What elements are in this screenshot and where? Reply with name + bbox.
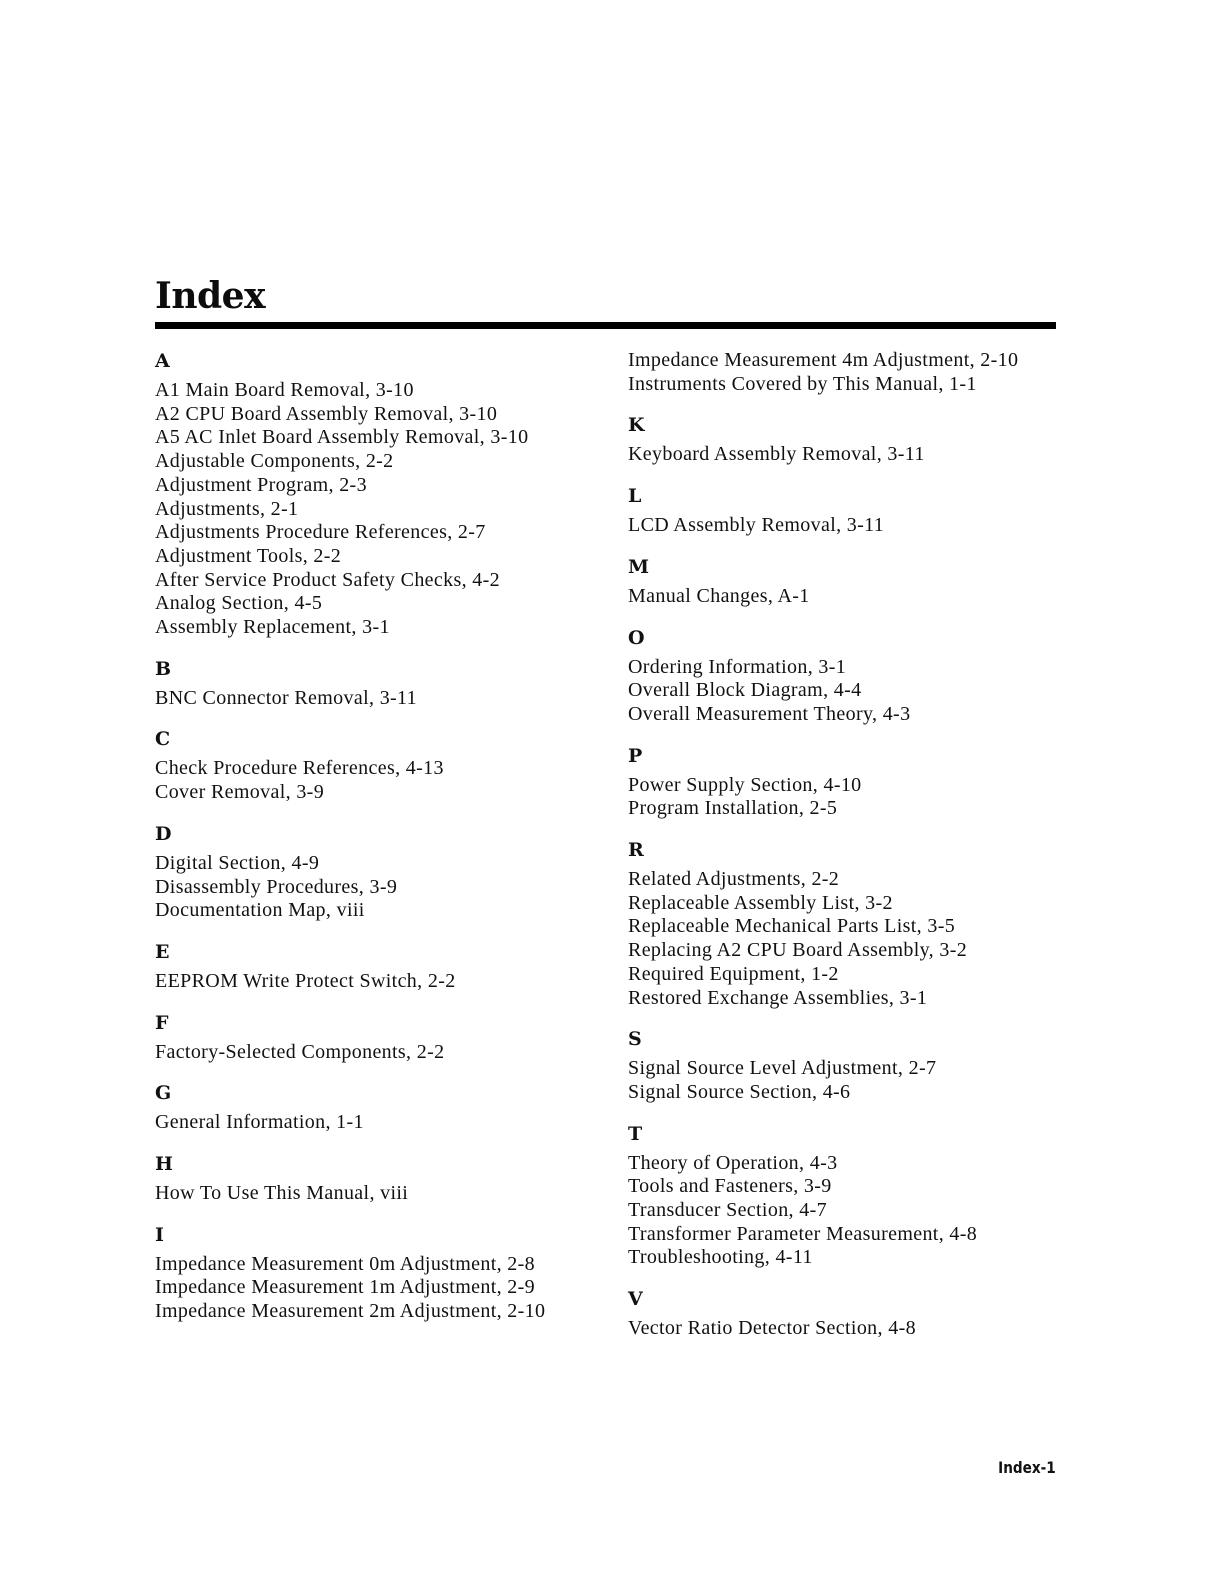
index-group xyxy=(155,349,595,640)
index-entry: Overall Measurement Theory, 4-3 xyxy=(628,702,911,725)
index-entry: Power Supply Section, 4-10 xyxy=(628,773,862,796)
index-letter-heading: A xyxy=(155,350,170,372)
index-group xyxy=(628,744,1056,821)
index-entry: Transformer Parameter Measurement, 4-8 xyxy=(628,1222,978,1245)
index-group xyxy=(628,349,1056,396)
index-letter-heading: R xyxy=(628,839,644,862)
index-letter-heading: M xyxy=(628,555,650,578)
index-entry: Program Installation, 2-5 xyxy=(628,797,838,820)
index-letter-heading: L xyxy=(628,485,642,508)
index-entry: Factory-Selected Components, 2-2 xyxy=(155,1040,445,1063)
index-group xyxy=(155,822,595,923)
index-entry: Impedance Measurement 0m Adjustment, 2-8 xyxy=(155,1252,536,1275)
index-entry: Impedance Measurement 2m Adjustment, 2-10 xyxy=(155,1300,546,1323)
index-entry: Keyboard Assembly Removal, 3-11 xyxy=(628,443,925,466)
index-entry: EEPROM Write Protect Switch, 2-2 xyxy=(155,969,456,992)
index-entry: Ordering Information, 3-1 xyxy=(628,655,847,678)
index-group xyxy=(155,1081,595,1135)
index-entry: Impedance Measurement 4m Adjustment, 2-10 xyxy=(628,349,1019,371)
index-group xyxy=(628,838,1056,1010)
index-entry: Adjustment Tools, 2-2 xyxy=(155,544,342,567)
index-entry: Overall Block Diagram, 4-4 xyxy=(628,679,862,702)
index-entry: Signal Source Level Adjustment, 2-7 xyxy=(628,1057,937,1080)
index-group xyxy=(628,413,1056,467)
index-entry: Replaceable Mechanical Parts List, 3-5 xyxy=(628,915,956,938)
index-entry: Check Procedure References, 4-13 xyxy=(155,757,444,780)
index-group xyxy=(155,940,595,994)
index-entry: General Information, 1-1 xyxy=(155,1111,364,1134)
index-entry: Analog Section, 4-5 xyxy=(155,592,323,615)
index-entry: Replacing A2 CPU Board Assembly, 3-2 xyxy=(628,939,968,962)
index-entry: Adjustments Procedure References, 2-7 xyxy=(155,521,486,544)
page-title: Index xyxy=(155,275,266,317)
index-entry: Cover Removal, 3-9 xyxy=(155,781,325,804)
index-entry: After Service Product Safety Checks, 4-2 xyxy=(155,568,501,591)
index-entry: A5 AC Inlet Board Assembly Removal, 3-10 xyxy=(155,426,529,449)
index-letter-heading: B xyxy=(155,657,172,680)
index-entry: Adjustments, 2-1 xyxy=(155,497,299,520)
index-entry: BNC Connector Removal, 3-11 xyxy=(155,686,418,709)
index-letter-heading: E xyxy=(155,940,170,963)
index-group xyxy=(628,1027,1056,1104)
index-letter-heading: H xyxy=(155,1153,173,1176)
index-letter-heading: I xyxy=(155,1223,164,1246)
index-entry: Signal Source Section, 4-6 xyxy=(628,1080,851,1103)
index-entry: Adjustable Components, 2-2 xyxy=(155,450,394,473)
index-letter-heading: O xyxy=(628,626,645,649)
index-entry: Required Equipment, 1-2 xyxy=(628,962,839,985)
index-group xyxy=(628,626,1056,727)
index-column-left xyxy=(155,349,595,1341)
index-entry: Transducer Section, 4-7 xyxy=(628,1199,827,1222)
index-entry: Restored Exchange Assemblies, 3-1 xyxy=(628,986,928,1009)
index-group xyxy=(628,1287,1056,1341)
index-entry: Troubleshooting, 4-11 xyxy=(628,1246,813,1269)
index-letter-heading: K xyxy=(628,414,645,437)
index-entry: How To Use This Manual, viii xyxy=(155,1182,409,1205)
index-group xyxy=(155,657,595,711)
index-letter-heading: T xyxy=(628,1122,643,1145)
index-entry: Adjustment Program, 2-3 xyxy=(155,473,367,496)
index-group xyxy=(155,1223,595,1324)
index-letter-heading: C xyxy=(155,728,171,751)
index-entry: LCD Assembly Removal, 3-11 xyxy=(628,514,885,537)
title-rule xyxy=(155,322,1056,329)
index-entry: Assembly Replacement, 3-1 xyxy=(155,616,390,639)
index-entry: Vector Ratio Detector Section, 4-8 xyxy=(628,1317,916,1340)
index-group xyxy=(155,727,595,804)
index-entry: Impedance Measurement 1m Adjustment, 2-9 xyxy=(155,1276,536,1299)
index-group xyxy=(628,1122,1056,1271)
index-group xyxy=(628,484,1056,538)
index-entry: Documentation Map, viii xyxy=(155,899,365,922)
index-letter-heading: S xyxy=(628,1028,642,1051)
index-entry: A2 CPU Board Assembly Removal, 3-10 xyxy=(155,402,498,425)
index-letter-heading: V xyxy=(628,1288,643,1311)
index-letter-heading: G xyxy=(155,1082,172,1105)
index-entry: Instruments Covered by This Manual, 1-1 xyxy=(628,372,977,395)
index-entry: Theory of Operation, 4-3 xyxy=(628,1151,838,1174)
index-entry: Related Adjustments, 2-2 xyxy=(628,868,840,891)
index-group xyxy=(628,555,1056,609)
index-entry: A1 Main Board Removal, 3-10 xyxy=(155,379,414,401)
index-entry: Manual Changes, A-1 xyxy=(628,584,810,607)
index-entry: Digital Section, 4-9 xyxy=(155,851,320,874)
index-entry: Disassembly Procedures, 3-9 xyxy=(155,875,398,898)
index-letter-heading: F xyxy=(155,1011,169,1034)
index-group xyxy=(155,1152,595,1206)
index-entry: Replaceable Assembly List, 3-2 xyxy=(628,891,893,914)
index-letter-heading: D xyxy=(155,822,172,845)
index-column-right xyxy=(628,349,1056,1358)
index-entry: Tools and Fasteners, 3-9 xyxy=(628,1175,832,1198)
page-number: Index-1 xyxy=(998,1458,1056,1477)
index-group xyxy=(155,1011,595,1065)
index-letter-heading: P xyxy=(628,744,643,767)
